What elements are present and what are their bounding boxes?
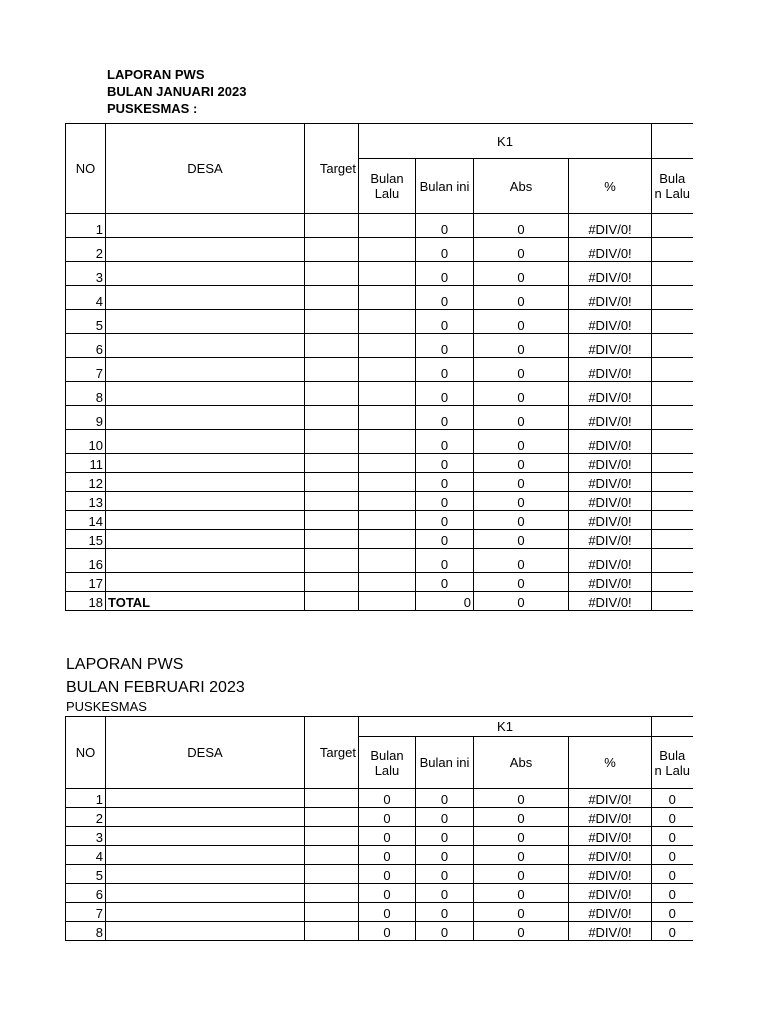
cell-no: 13 xyxy=(66,492,106,511)
cell-no: 9 xyxy=(66,406,106,430)
cell-bulan-ini: 0 xyxy=(416,549,474,573)
cell-no: 6 xyxy=(66,334,106,358)
cell-no: 16 xyxy=(66,549,106,573)
cell-abs: 0 xyxy=(474,573,569,592)
cell-no: 6 xyxy=(66,884,106,903)
table-row xyxy=(66,884,693,903)
cell-bulan-lalu xyxy=(359,430,416,454)
cell-bulan-lalu xyxy=(359,214,416,238)
cell-abs: 0 xyxy=(474,473,569,492)
cell-desa xyxy=(106,865,305,884)
cell-next xyxy=(652,454,693,473)
table-row xyxy=(66,473,693,492)
cell-desa xyxy=(106,530,305,549)
header-target: Target xyxy=(305,717,359,789)
cell-abs: 0 xyxy=(474,358,569,382)
table-row xyxy=(66,808,693,827)
cell-abs: 0 xyxy=(474,846,569,865)
cell-bulan-lalu xyxy=(359,511,416,530)
cell-no: 4 xyxy=(66,286,106,310)
cell-next: 0 xyxy=(652,884,693,903)
cell-percent: #DIV/0! xyxy=(569,286,652,310)
table-row xyxy=(66,865,693,884)
cell-abs: 0 xyxy=(474,430,569,454)
cell-target xyxy=(305,310,359,334)
cell-abs: 0 xyxy=(474,530,569,549)
cell-desa xyxy=(106,511,305,530)
cell-percent: #DIV/0! xyxy=(569,358,652,382)
total-row xyxy=(66,592,693,611)
cell-bulan-ini: 0 xyxy=(416,454,474,473)
cell-no: 1 xyxy=(66,214,106,238)
cell-desa xyxy=(106,903,305,922)
cell-abs: 0 xyxy=(474,406,569,430)
cell-desa xyxy=(106,238,305,262)
cell-abs: 0 xyxy=(474,808,569,827)
cell-bulan-lalu xyxy=(359,454,416,473)
cell-target xyxy=(305,846,359,865)
cell-target xyxy=(305,214,359,238)
cell-no: 8 xyxy=(66,922,106,941)
cell-bulan-ini: 0 xyxy=(416,865,474,884)
cell-bulan-lalu xyxy=(359,286,416,310)
header-bulan-ini: Bulan ini xyxy=(416,159,474,214)
cell-target xyxy=(305,922,359,941)
cell-percent: #DIV/0! xyxy=(569,827,652,846)
cell-percent: #DIV/0! xyxy=(569,592,652,611)
cell-no: 15 xyxy=(66,530,106,549)
header-k1: K1 xyxy=(359,124,652,159)
cell-bulan-lalu xyxy=(359,334,416,358)
table-row xyxy=(66,406,693,430)
cell-no: 10 xyxy=(66,430,106,454)
cell-bulan-ini: 0 xyxy=(416,827,474,846)
cell-desa xyxy=(106,922,305,941)
cell-bulan-lalu xyxy=(359,549,416,573)
cell-no: 2 xyxy=(66,238,106,262)
report2-body xyxy=(66,789,693,941)
cell-target xyxy=(305,262,359,286)
cell-desa xyxy=(106,214,305,238)
cell-bulan-ini: 0 xyxy=(416,846,474,865)
header-desa: DESA xyxy=(106,124,305,214)
cell-target xyxy=(305,827,359,846)
cell-next xyxy=(652,238,693,262)
cell-desa xyxy=(106,310,305,334)
cell-bulan-lalu xyxy=(359,530,416,549)
report2-puskesmas: PUSKESMAS xyxy=(66,699,147,714)
cell-percent: #DIV/0! xyxy=(569,382,652,406)
cell-desa xyxy=(106,406,305,430)
table-row xyxy=(66,310,693,334)
cell-desa xyxy=(106,473,305,492)
cell-abs: 0 xyxy=(474,454,569,473)
header-next-bulan-lalu: Bula n Lalu xyxy=(652,737,693,789)
cell-no: 5 xyxy=(66,310,106,334)
cell-next xyxy=(652,286,693,310)
report2-table xyxy=(65,716,693,941)
cell-target xyxy=(305,334,359,358)
cell-target xyxy=(305,406,359,430)
cell-percent: #DIV/0! xyxy=(569,473,652,492)
cell-bulan-ini: 0 xyxy=(416,922,474,941)
table-row xyxy=(66,549,693,573)
cell-abs: 0 xyxy=(474,382,569,406)
header-percent: % xyxy=(569,159,652,214)
report2-title: LAPORAN PWS xyxy=(66,656,184,673)
cell-bulan-lalu xyxy=(359,262,416,286)
cell-target xyxy=(305,382,359,406)
cell-abs: 0 xyxy=(474,827,569,846)
cell-target xyxy=(305,808,359,827)
table-row xyxy=(66,286,693,310)
table-row xyxy=(66,846,693,865)
cell-percent: #DIV/0! xyxy=(569,214,652,238)
cell-no: 4 xyxy=(66,846,106,865)
report1-title: LAPORAN PWS xyxy=(107,67,205,82)
cell-next: 0 xyxy=(652,865,693,884)
cell-target xyxy=(305,573,359,592)
cell-bulan-ini: 0 xyxy=(416,903,474,922)
cell-desa xyxy=(106,549,305,573)
header-no: NO xyxy=(66,124,106,214)
cell-next xyxy=(652,334,693,358)
table-row xyxy=(66,903,693,922)
header-next-group xyxy=(652,717,693,737)
cell-abs: 0 xyxy=(474,286,569,310)
cell-target xyxy=(305,286,359,310)
table-row xyxy=(66,238,693,262)
cell-next xyxy=(652,549,693,573)
cell-percent: #DIV/0! xyxy=(569,789,652,808)
cell-percent: #DIV/0! xyxy=(569,430,652,454)
header-target: Target xyxy=(305,124,359,214)
table-row xyxy=(66,530,693,549)
header-bulan-lalu: Bulan Lalu xyxy=(359,159,416,214)
cell-abs: 0 xyxy=(474,238,569,262)
cell-no: 8 xyxy=(66,382,106,406)
cell-bulan-ini: 0 xyxy=(416,214,474,238)
cell-no: 18 xyxy=(66,592,106,611)
cell-bulan-lalu xyxy=(359,358,416,382)
cell-bulan-ini: 0 xyxy=(416,492,474,511)
table-row xyxy=(66,454,693,473)
cell-abs: 0 xyxy=(474,334,569,358)
header-percent: % xyxy=(569,737,652,789)
cell-target xyxy=(305,592,359,611)
cell-percent: #DIV/0! xyxy=(569,808,652,827)
cell-desa xyxy=(106,286,305,310)
cell-desa xyxy=(106,492,305,511)
cell-no: 5 xyxy=(66,865,106,884)
cell-target xyxy=(305,530,359,549)
table-row xyxy=(66,789,693,808)
cell-bulan-ini: 0 xyxy=(416,884,474,903)
cell-no: 7 xyxy=(66,358,106,382)
cell-percent: #DIV/0! xyxy=(569,310,652,334)
table-row xyxy=(66,382,693,406)
table-row xyxy=(66,214,693,238)
cell-bulan-lalu: 0 xyxy=(359,808,416,827)
cell-next xyxy=(652,592,693,611)
cell-no: 3 xyxy=(66,262,106,286)
cell-next xyxy=(652,358,693,382)
cell-desa xyxy=(106,358,305,382)
cell-bulan-ini: 0 xyxy=(416,573,474,592)
cell-abs: 0 xyxy=(474,592,569,611)
cell-target xyxy=(305,549,359,573)
cell-next xyxy=(652,573,693,592)
header-next-group xyxy=(652,124,693,159)
cell-no: 11 xyxy=(66,454,106,473)
cell-bulan-ini: 0 xyxy=(416,511,474,530)
cell-bulan-lalu: 0 xyxy=(359,922,416,941)
table-row xyxy=(66,492,693,511)
cell-bulan-ini: 0 xyxy=(416,334,474,358)
cell-bulan-lalu xyxy=(359,573,416,592)
cell-percent: #DIV/0! xyxy=(569,492,652,511)
cell-target xyxy=(305,511,359,530)
report1-puskesmas: PUSKESMAS : xyxy=(107,101,198,116)
cell-next: 0 xyxy=(652,922,693,941)
report1-month: BULAN JANUARI 2023 xyxy=(107,84,247,99)
cell-no: 2 xyxy=(66,808,106,827)
cell-next: 0 xyxy=(652,827,693,846)
cell-next: 0 xyxy=(652,846,693,865)
header-abs: Abs xyxy=(474,737,569,789)
cell-next xyxy=(652,473,693,492)
report1-table xyxy=(65,123,693,611)
cell-no: 1 xyxy=(66,789,106,808)
cell-next xyxy=(652,492,693,511)
cell-bulan-lalu: 0 xyxy=(359,865,416,884)
cell-next xyxy=(652,430,693,454)
cell-bulan-lalu: 0 xyxy=(359,827,416,846)
cell-abs: 0 xyxy=(474,865,569,884)
cell-next xyxy=(652,530,693,549)
cell-bulan-ini: 0 xyxy=(416,430,474,454)
table-row xyxy=(66,827,693,846)
cell-percent: #DIV/0! xyxy=(569,865,652,884)
header-next-bulan-lalu: Bula n Lalu xyxy=(652,159,693,214)
cell-abs: 0 xyxy=(474,262,569,286)
cell-abs: 0 xyxy=(474,214,569,238)
header-k1: K1 xyxy=(359,717,652,737)
cell-abs: 0 xyxy=(474,549,569,573)
cell-target xyxy=(305,430,359,454)
cell-bulan-ini: 0 xyxy=(416,530,474,549)
header-desa: DESA xyxy=(106,717,305,789)
table-row xyxy=(66,511,693,530)
cell-target xyxy=(305,865,359,884)
cell-bulan-ini: 0 xyxy=(416,382,474,406)
header-bulan-lalu: Bulan Lalu xyxy=(359,737,416,789)
cell-percent: #DIV/0! xyxy=(569,406,652,430)
cell-next: 0 xyxy=(652,808,693,827)
table-row xyxy=(66,358,693,382)
cell-next xyxy=(652,511,693,530)
cell-bulan-lalu xyxy=(359,238,416,262)
cell-abs: 0 xyxy=(474,310,569,334)
header-abs: Abs xyxy=(474,159,569,214)
cell-next xyxy=(652,406,693,430)
cell-percent: #DIV/0! xyxy=(569,846,652,865)
report2-title-block xyxy=(66,653,245,715)
table-row xyxy=(66,922,693,941)
cell-bulan-lalu xyxy=(359,406,416,430)
cell-desa xyxy=(106,573,305,592)
cell-bulan-ini: 0 xyxy=(416,473,474,492)
cell-bulan-ini: 0 xyxy=(416,238,474,262)
cell-bulan-lalu: 0 xyxy=(359,903,416,922)
cell-next: 0 xyxy=(652,903,693,922)
cell-bulan-ini: 0 xyxy=(416,592,474,611)
cell-target xyxy=(305,789,359,808)
cell-target xyxy=(305,903,359,922)
cell-target xyxy=(305,884,359,903)
cell-no: 3 xyxy=(66,827,106,846)
cell-target xyxy=(305,358,359,382)
cell-percent: #DIV/0! xyxy=(569,511,652,530)
cell-bulan-ini: 0 xyxy=(416,310,474,334)
cell-target xyxy=(305,454,359,473)
cell-desa xyxy=(106,808,305,827)
cell-percent: #DIV/0! xyxy=(569,238,652,262)
cell-percent: #DIV/0! xyxy=(569,884,652,903)
report1-title-block xyxy=(107,66,246,117)
cell-target xyxy=(305,492,359,511)
cell-desa xyxy=(106,262,305,286)
cell-bulan-ini: 0 xyxy=(416,262,474,286)
cell-desa xyxy=(106,430,305,454)
cell-bulan-ini: 0 xyxy=(416,789,474,808)
cell-bulan-lalu xyxy=(359,592,416,611)
report2-month: BULAN FEBRUARI 2023 xyxy=(66,679,245,696)
cell-abs: 0 xyxy=(474,492,569,511)
cell-bulan-ini: 0 xyxy=(416,406,474,430)
cell-bulan-lalu: 0 xyxy=(359,884,416,903)
cell-desa: TOTAL xyxy=(106,592,305,611)
cell-bulan-lalu: 0 xyxy=(359,846,416,865)
cell-desa xyxy=(106,454,305,473)
cell-percent: #DIV/0! xyxy=(569,922,652,941)
cell-bulan-ini: 0 xyxy=(416,808,474,827)
cell-next xyxy=(652,214,693,238)
cell-no: 7 xyxy=(66,903,106,922)
cell-abs: 0 xyxy=(474,922,569,941)
cell-no: 17 xyxy=(66,573,106,592)
cell-bulan-lalu xyxy=(359,382,416,406)
cell-abs: 0 xyxy=(474,789,569,808)
cell-bulan-lalu xyxy=(359,473,416,492)
cell-bulan-ini: 0 xyxy=(416,286,474,310)
cell-desa xyxy=(106,884,305,903)
cell-target xyxy=(305,238,359,262)
cell-abs: 0 xyxy=(474,903,569,922)
header-bulan-ini: Bulan ini xyxy=(416,737,474,789)
cell-bulan-ini: 0 xyxy=(416,358,474,382)
table-row xyxy=(66,573,693,592)
cell-no: 12 xyxy=(66,473,106,492)
cell-percent: #DIV/0! xyxy=(569,334,652,358)
cell-desa xyxy=(106,334,305,358)
table-row xyxy=(66,334,693,358)
cell-next xyxy=(652,262,693,286)
cell-abs: 0 xyxy=(474,511,569,530)
cell-percent: #DIV/0! xyxy=(569,454,652,473)
cell-bulan-lalu xyxy=(359,310,416,334)
cell-target xyxy=(305,473,359,492)
cell-bulan-lalu: 0 xyxy=(359,789,416,808)
cell-percent: #DIV/0! xyxy=(569,530,652,549)
cell-desa xyxy=(106,382,305,406)
cell-desa xyxy=(106,789,305,808)
cell-next xyxy=(652,310,693,334)
cell-bulan-lalu xyxy=(359,492,416,511)
cell-percent: #DIV/0! xyxy=(569,903,652,922)
cell-desa xyxy=(106,846,305,865)
cell-percent: #DIV/0! xyxy=(569,573,652,592)
cell-abs: 0 xyxy=(474,884,569,903)
cell-next: 0 xyxy=(652,789,693,808)
cell-percent: #DIV/0! xyxy=(569,549,652,573)
cell-desa xyxy=(106,827,305,846)
cell-no: 14 xyxy=(66,511,106,530)
cell-percent: #DIV/0! xyxy=(569,262,652,286)
report1-body xyxy=(66,214,693,611)
cell-next xyxy=(652,382,693,406)
table-row xyxy=(66,262,693,286)
table-row xyxy=(66,430,693,454)
header-no: NO xyxy=(66,717,106,789)
